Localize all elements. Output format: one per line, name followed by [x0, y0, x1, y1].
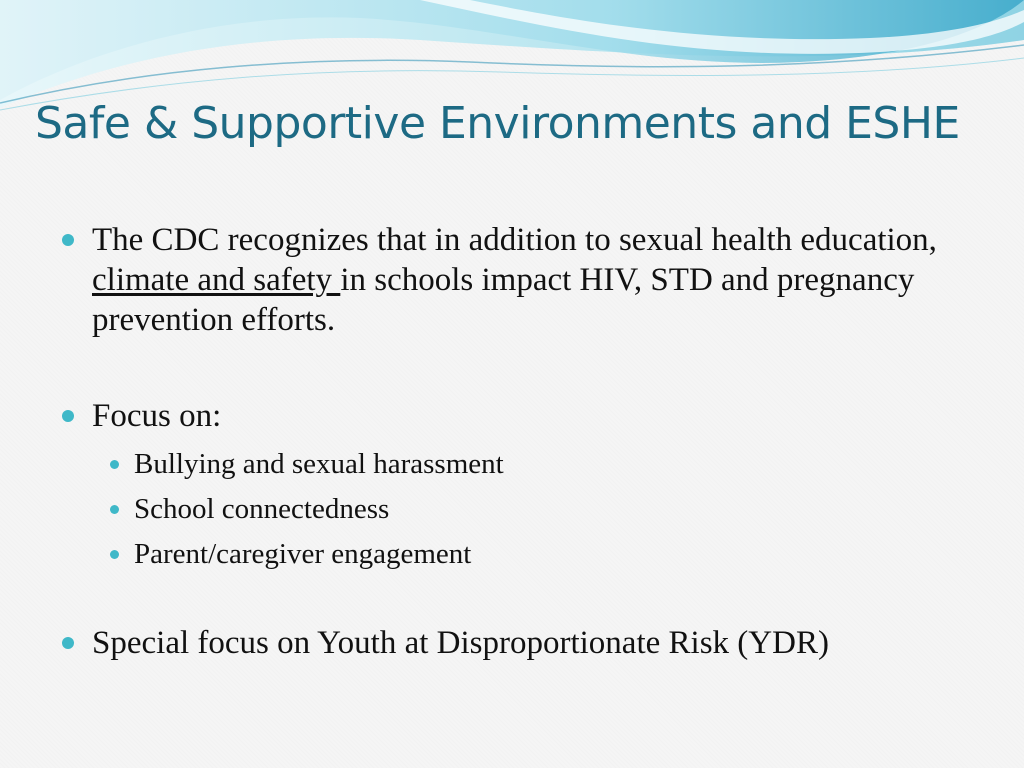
underlined-phrase: climate and safety	[92, 262, 341, 298]
sub-bullet-text: School connectedness	[134, 493, 390, 525]
bullet-item-ydr	[62, 623, 962, 663]
sub-bullet-dot-icon	[110, 460, 119, 469]
bullet-text: Focus on:	[92, 398, 222, 434]
bullet-item-focus	[62, 396, 962, 577]
bullet-dot-icon	[62, 637, 74, 649]
sub-bullet-dot-icon	[110, 505, 119, 514]
bullet-dot-icon	[62, 410, 74, 422]
bullet-item-cdc	[62, 220, 962, 340]
bullet-dot-icon	[62, 234, 74, 246]
bullet-text: Special focus on Youth at Disproportionate Risk (YDR)	[92, 625, 829, 661]
bullet-text-post: in schools impact HIV, STD and pregnancy prevention efforts.	[92, 262, 915, 338]
sub-bullet-text: Parent/caregiver engagement	[134, 538, 472, 570]
bullet-text-pre: The CDC recognizes that in addition to sexual health education,	[92, 222, 937, 258]
sub-bullet-dot-icon	[110, 550, 119, 559]
slide-title: Safe & Supportive Environments and ESHE	[35, 98, 960, 149]
sub-bullet-item	[92, 532, 962, 577]
sub-bullet-text: Bullying and sexual harassment	[134, 448, 504, 480]
sub-bullet-list	[92, 442, 962, 577]
bullet-list	[62, 220, 962, 663]
sub-bullet-item	[92, 442, 962, 487]
sub-bullet-item	[92, 487, 962, 532]
